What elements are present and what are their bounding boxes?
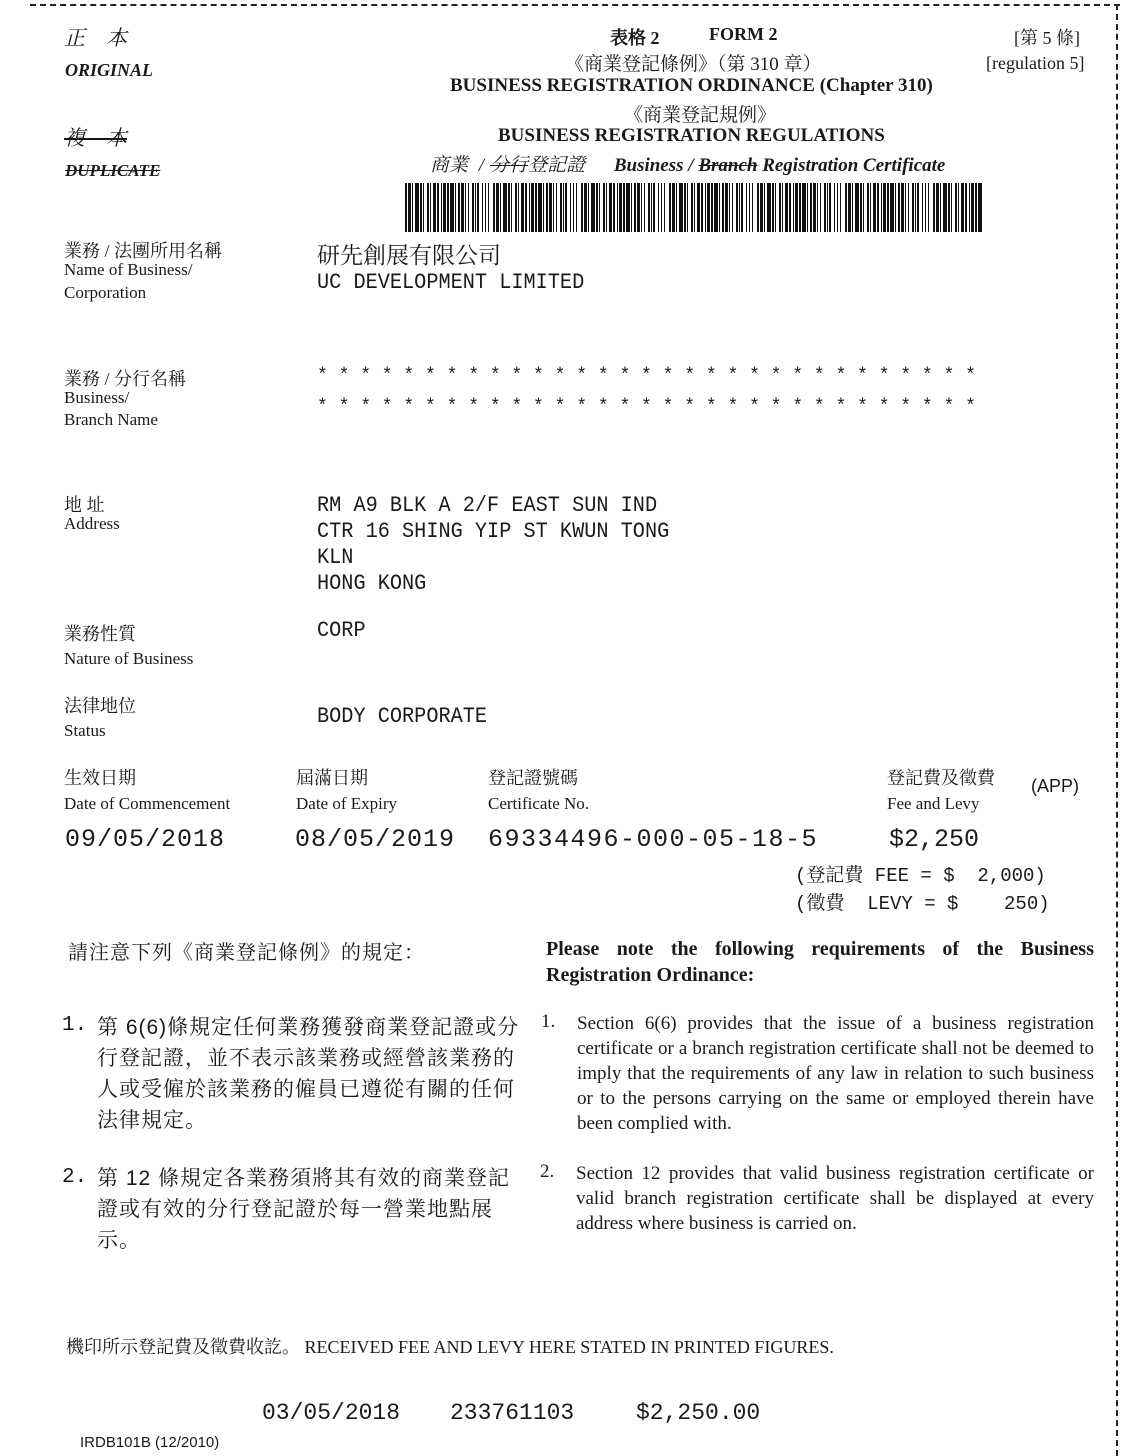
nature-label-en: Nature of Business (64, 649, 194, 668)
address-line-2: CTR 16 SHING YIP ST KWUN TONG (317, 519, 670, 544)
certificate-type-zh-business: 商業 (430, 155, 469, 176)
notes-heading-zh: 請注意下列《商業登記條例》的規定： (68, 942, 425, 964)
form-number-en: FORM 2 (709, 24, 778, 44)
original-zh: 正 本 (64, 26, 127, 50)
nature-of-business-value: CORP (317, 618, 366, 643)
fee-label-en: Fee and Levy (887, 794, 980, 813)
branch-label-en-1: Business/ (64, 388, 130, 407)
note-2-number-zh: 2. (62, 1166, 88, 1189)
duplicate-en: DUPLICATE (65, 161, 161, 180)
note-1-text-en: Section 6(6) provides that the issue of a business registration certificate or a branch registration certificate shall not be deemed to imply that the requirements of any law in relation to such business or to the persons carrying on the same or employed therein have been complied with. (577, 1013, 1094, 1134)
receipt-statement: 機印所示登記費及徵費收訖。 RECEIVED FEE AND LEVY HERE STATED IN PRINTED FIGURES. (66, 1337, 834, 1357)
commencement-date-value: 09/05/2018 (65, 825, 226, 854)
address-line-1: RM A9 BLK A 2/F EAST SUN IND (317, 493, 658, 518)
certificate-type-zh-separator: / (478, 155, 485, 176)
note-1-number-zh: 1. (62, 1014, 88, 1037)
note-2-number-en: 2. (540, 1161, 555, 1182)
perforation-top (30, 4, 1120, 6)
note-2-text-zh: 第 12 條規定各業務須將其有效的商業登記證或有效的分行登記證於每一營業地點展示。 (97, 1167, 511, 1252)
branch-name-line-2: * * * * * * * * * * * * * * * * * * * * * * * * * * * * * * * (317, 397, 976, 417)
business-name-en: UC DEVELOPMENT LIMITED (317, 270, 585, 295)
duplicate-zh: 複 本 (64, 126, 127, 150)
regulation-ref-en: [regulation 5] (986, 53, 1085, 73)
original-en: ORIGINAL (65, 60, 154, 80)
regulation-ref-zh: [第 5 條] (1014, 28, 1080, 48)
business-name-zh: 研先創展有限公司 (317, 242, 501, 268)
certificate-number-label-zh: 登記證號碼 (488, 768, 578, 788)
address-line-3: KLN (317, 545, 354, 570)
regulations-title-en: BUSINESS REGISTRATION REGULATIONS (498, 125, 885, 146)
fee-breakdown-registration: (登記費 FEE = $ 2,000) (795, 865, 1046, 887)
fee-breakdown-levy: (徵費 LEVY = $ 250) (795, 893, 1050, 915)
notes-heading-en: Please note the following requirements of the Business Registration Ordinance: (546, 938, 1094, 986)
branch-label-zh: 業務 / 分行名稱 (64, 369, 187, 389)
certificate-type-en-business: Business / (613, 155, 694, 176)
certificate-type-en-branch: Branch (698, 155, 758, 176)
fee-application-tag: (APP) (1031, 776, 1080, 796)
perforation-right (1116, 4, 1118, 1456)
note-1-text-zh: 第 6(6)條規定任何業務獲發商業登記證或分行登記證，並不表示該業務或經營該業務的人或受僱於該業務的僱員已遵從有關的任何法律規定。 (97, 1016, 520, 1132)
note-2-text-en: Section 12 provides that valid business registration certificate or valid branch registration certificate shall be displayed at every address where business is carried on. (576, 1163, 1094, 1234)
expiry-label-zh: 屆滿日期 (296, 768, 368, 788)
form-number-zh: 表格 2 (610, 28, 660, 48)
fee-label-zh: 登記費及徵費 (887, 768, 995, 788)
commencement-label-zh: 生效日期 (64, 768, 136, 788)
certificate-number-label-en: Certificate No. (488, 794, 590, 813)
receipt-number: 233761103 (450, 1400, 575, 1426)
certificate-type-en-cert: Registration Certificate (762, 155, 946, 176)
form-code: IRDB101B (12/2010) (80, 1434, 220, 1451)
certificate-type-zh-cert: 登記證 (528, 155, 586, 176)
branch-name-line-1: * * * * * * * * * * * * * * * * * * * * * * * * * * * * * * * (317, 366, 976, 386)
address-label-zh: 地 址 (64, 495, 105, 515)
certificate-type-zh-branch: 分行 (490, 155, 529, 176)
commencement-label-en: Date of Commencement (64, 794, 231, 813)
name-label-en-1: Name of Business/ (64, 260, 193, 279)
address-label-en: Address (64, 514, 120, 533)
branch-label-en-2: Branch Name (64, 410, 158, 429)
address-line-4: HONG KONG (317, 571, 427, 596)
receipt-date: 03/05/2018 (262, 1400, 401, 1426)
certificate-type (430, 150, 945, 177)
expiry-label-en: Date of Expiry (296, 794, 398, 813)
expiry-date-value: 08/05/2019 (295, 825, 456, 854)
fee-total-value: $2,250 (889, 825, 980, 854)
receipt-amount: $2,250.00 (636, 1400, 761, 1426)
certificate-number-value: 69334496-000-05-18-5 (488, 825, 819, 854)
status-value: BODY CORPORATE (317, 704, 488, 729)
status-label-en: Status (64, 721, 106, 740)
name-label-zh: 業務 / 法團所用名稱 (64, 241, 223, 261)
nature-label-zh: 業務性質 (64, 624, 136, 644)
certificate-barcode (405, 183, 987, 232)
status-label-zh: 法律地位 (64, 696, 136, 716)
ordinance-title-en: BUSINESS REGISTRATION ORDINANCE (Chapter 310) (450, 75, 933, 96)
ordinance-title-zh: 《商業登記條例》（第 310 章） (565, 54, 822, 75)
regulations-title-zh: 《商業登記規例》 (624, 105, 777, 126)
note-1-number-en: 1. (541, 1011, 556, 1032)
name-label-en-2: Corporation (64, 283, 147, 302)
